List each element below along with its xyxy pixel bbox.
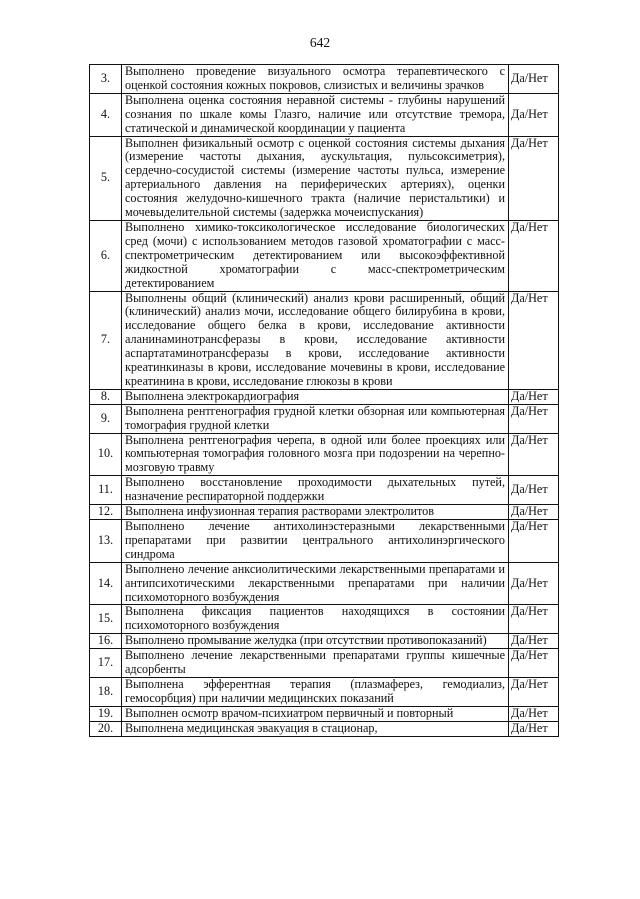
row-text: Выполнена фиксация пациентов находящихся в состоянии психомоторного возбуждения bbox=[122, 605, 509, 634]
row-text: Выполнено химико-токсикологическое исследование биологических сред (мочи) с использованием методов газовой хроматографии с масс-спектрометрическим детектированием или высокоэффективной жидкостной хроматографии с масс-спектрометрическим детектированием bbox=[122, 220, 509, 291]
row-number: 7. bbox=[90, 291, 122, 389]
row-answer: Да/Нет bbox=[509, 605, 559, 634]
table-row bbox=[90, 605, 559, 634]
row-text: Выполнено лечение анксиолитическими лекарственными препаратами и антипсихотическими лекарственными препаратами при наличии психомоторного возбуждения bbox=[122, 562, 509, 605]
row-answer: Да/Нет bbox=[509, 721, 559, 736]
row-text: Выполнена эфферентная терапия (плазмаферез, гемодиализ, гемосорбция) при наличии медицинских показаний bbox=[122, 677, 509, 706]
table-row bbox=[90, 291, 559, 389]
row-text: Выполнена рентгенография грудной клетки обзорная или компьютерная томография грудной клетки bbox=[122, 404, 509, 433]
table-row bbox=[90, 65, 559, 94]
table-row bbox=[90, 476, 559, 505]
table-row bbox=[90, 93, 559, 136]
row-answer: Да/Нет bbox=[509, 562, 559, 605]
row-text: Выполнена электрокардиография bbox=[122, 389, 509, 404]
table-row bbox=[90, 649, 559, 678]
row-answer: Да/Нет bbox=[509, 404, 559, 433]
row-answer: Да/Нет bbox=[509, 706, 559, 721]
row-number: 15. bbox=[90, 605, 122, 634]
table-row bbox=[90, 634, 559, 649]
table-row bbox=[90, 706, 559, 721]
row-number: 14. bbox=[90, 562, 122, 605]
criteria-table bbox=[89, 64, 559, 737]
row-answer: Да/Нет bbox=[509, 136, 559, 220]
row-number: 5. bbox=[90, 136, 122, 220]
row-text: Выполнен физикальный осмотр с оценкой состояния системы дыхания (измерение частоты дыхания, аускультация, пульсоксиметрия), сердечно-сосудистой системы (измерение частоты пульса, измерение артериального давления на периферических артериях), оценки состояния желудочно-кишечного тракта (наличие перистальтики) и мочевыделительной системы (задержка мочеиспускания) bbox=[122, 136, 509, 220]
row-text: Выполнена оценка состояния нерaвной системы - глубины нарушений сознания по шкале комы Глазго, наличие или отсутствие тремора, статической и динамической координации у пациента bbox=[122, 93, 509, 136]
row-number: 8. bbox=[90, 389, 122, 404]
table-row bbox=[90, 520, 559, 563]
row-answer: Да/Нет bbox=[509, 220, 559, 291]
row-text: Выполнена инфузионная терапия растворами электролитов bbox=[122, 505, 509, 520]
row-answer: Да/Нет bbox=[509, 505, 559, 520]
table-row bbox=[90, 136, 559, 220]
row-answer: Да/Нет bbox=[509, 291, 559, 389]
page-number: 642 bbox=[309, 35, 331, 50]
row-number: 16. bbox=[90, 634, 122, 649]
row-number: 6. bbox=[90, 220, 122, 291]
row-text: Выполнено промывание желудка (при отсутствии противопоказаний) bbox=[122, 634, 509, 649]
row-number: 4. bbox=[90, 93, 122, 136]
table-row bbox=[90, 404, 559, 433]
row-number: 13. bbox=[90, 520, 122, 563]
row-text: Выполнены общий (клинический) анализ крови расширенный, общий (клинический) анализ мочи, исследование общего билирубина в крови, исследование общего белка в крови, исследование активности аланинаминотрансферазы в крови, исследование активности аспартатаминотрансферазы в крови, исследование активности креатинкиназы в крови, исследование мочевины в крови, исследование креатинина в крови, исследование глюкозы в крови bbox=[122, 291, 509, 389]
row-answer: Да/Нет bbox=[509, 389, 559, 404]
row-text: Выполнен осмотр врачом-психиатром первичный и повторный bbox=[122, 706, 509, 721]
row-answer: Да/Нет bbox=[509, 93, 559, 136]
row-answer: Да/Нет bbox=[509, 520, 559, 563]
table-row bbox=[90, 220, 559, 291]
row-text: Выполнено проведение визуального осмотра терапевтического с оценкой состояния кожных покровов, слизистых и величины зрачков bbox=[122, 65, 509, 94]
row-number: 20. bbox=[90, 721, 122, 736]
row-number: 12. bbox=[90, 505, 122, 520]
table-row bbox=[90, 677, 559, 706]
table-row bbox=[90, 562, 559, 605]
row-number: 11. bbox=[90, 476, 122, 505]
row-answer: Да/Нет bbox=[509, 634, 559, 649]
row-number: 9. bbox=[90, 404, 122, 433]
table-row bbox=[90, 721, 559, 736]
row-answer: Да/Нет bbox=[509, 65, 559, 94]
row-text: Выполнено лечение антихолинэстеразными лекарственными препаратами при развитии центрального антихолинэргического синдрома bbox=[122, 520, 509, 563]
row-answer: Да/Нет bbox=[509, 433, 559, 476]
row-number: 3. bbox=[90, 65, 122, 94]
row-number: 18. bbox=[90, 677, 122, 706]
row-text: Выполнено восстановление проходимости дыхательных путей, назначение респираторной поддержки bbox=[122, 476, 509, 505]
row-number: 10. bbox=[90, 433, 122, 476]
row-number: 17. bbox=[90, 649, 122, 678]
row-answer: Да/Нет bbox=[509, 476, 559, 505]
row-number: 19. bbox=[90, 706, 122, 721]
row-text: Выполнено лечение лекарственными препаратами группы кишечные адсорбенты bbox=[122, 649, 509, 678]
row-text: Выполнена рентгенография черепа, в одной или более проекциях или компьютерная томография головного мозга при подозрении на черепно-мозговую травму bbox=[122, 433, 509, 476]
table-row bbox=[90, 505, 559, 520]
row-answer: Да/Нет bbox=[509, 677, 559, 706]
table-row bbox=[90, 433, 559, 476]
table-row bbox=[90, 389, 559, 404]
row-answer: Да/Нет bbox=[509, 649, 559, 678]
row-text: Выполнена медицинская эвакуация в стационар, bbox=[122, 721, 509, 736]
